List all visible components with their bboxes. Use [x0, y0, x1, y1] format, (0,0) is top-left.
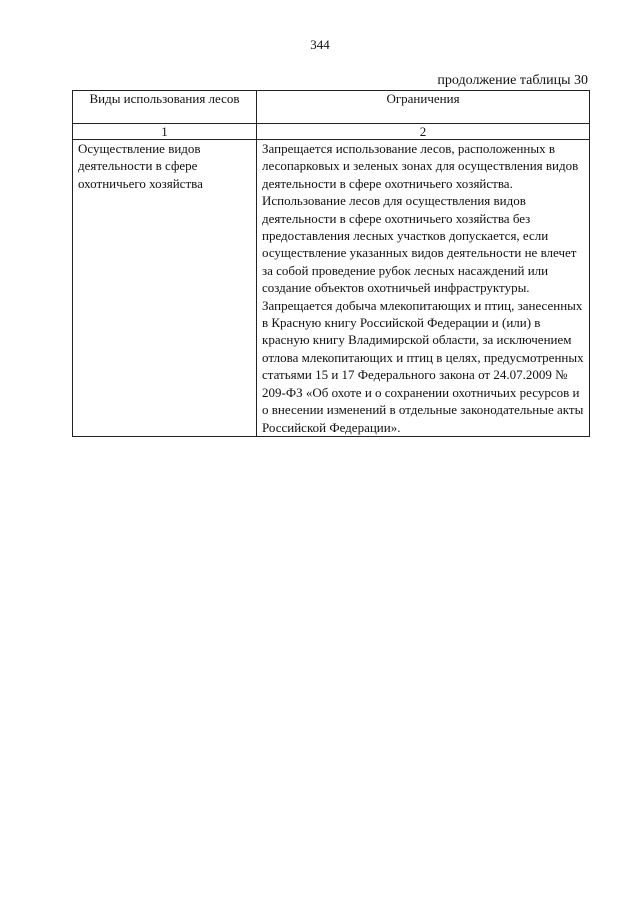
table-row [73, 140, 590, 437]
column-number-1: 1 [73, 124, 257, 140]
restriction-paragraph-3: Запрещается добыча млекопитающих и птиц, занесенных в Красную книгу Российской Федерации и (или) в красную книгу Владимирской области, за исключением отлова млекопитающих и птиц в целях, предусмотренных статьями 15 и 17 Федерального закона от 24.07.2009 № 209-ФЗ «Об охоте и о сохранении охотничьих ресурсов и о внесении изменений в отдельные законодательные акты Российской Федерации». [262, 297, 584, 435]
restrictions-table [72, 90, 590, 437]
column-number-2: 2 [257, 124, 590, 140]
page-number: 344 [310, 37, 330, 52]
forest-use-kind-cell: Осуществление видов деятельности в сфере охотничьего хозяйства [73, 140, 257, 437]
header-restrictions: Ограничения [257, 91, 590, 124]
table-header-row [73, 91, 590, 124]
restriction-paragraph-1: Запрещается использование лесов, расположенных в лесопарковых и зеленых зонах для осуществления видов деятельности в сфере охотничьего хозяйства. [262, 141, 579, 191]
header-forest-use-types: Виды использования лесов [73, 91, 257, 124]
column-number-row [73, 124, 590, 140]
restrictions-cell [257, 140, 590, 437]
table-continuation-label: продолжение таблицы 30 [437, 73, 588, 88]
restriction-paragraph-2: Использование лесов для осуществления видов деятельности в сфере охотничьего хозяйства без предоставления лесных участков допускается, если осуществление указанных видов деятельности не влечет за собой проведение рубок лесных насаждений или создание объектов охотничьей инфраструктуры. [262, 193, 577, 296]
